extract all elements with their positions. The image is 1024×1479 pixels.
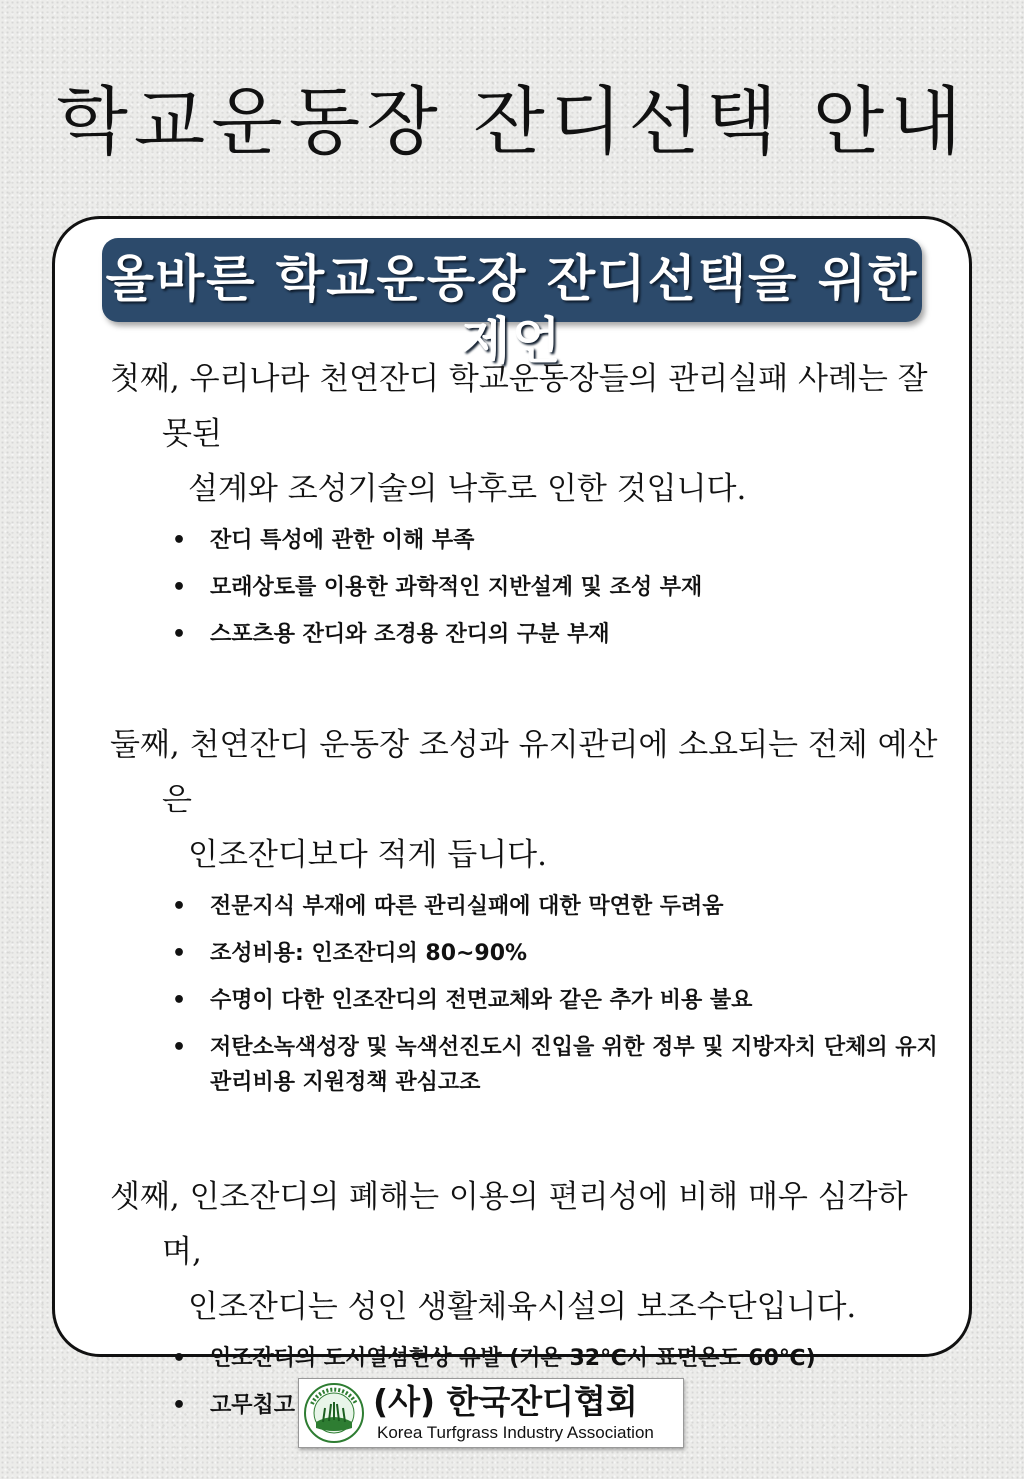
list-item bbox=[110, 1341, 940, 1376]
bullet-icon: • bbox=[172, 1393, 187, 1418]
list-item bbox=[110, 570, 940, 605]
list-item bbox=[110, 523, 940, 558]
list-item bbox=[110, 936, 940, 971]
association-name-english: Korea Turfgrass Industry Association bbox=[377, 1423, 654, 1442]
section-lead: 첫째, 우리나라 천연잔디 학교운동장들의 관리실패 사례는 잘못된 bbox=[110, 361, 928, 452]
bullet-icon: • bbox=[172, 1035, 187, 1060]
section-lead-continued: 인조잔디는 성인 생활체육시설의 보조수단입니다. bbox=[188, 1289, 857, 1325]
section-lead-continued: 인조잔디보다 적게 듭니다. bbox=[188, 837, 547, 873]
list-item-text: 모래상토를 이용한 과학적인 지반설계 및 조성 부재 bbox=[210, 575, 703, 600]
association-logo bbox=[298, 1378, 684, 1448]
list-item-text: 잔디 특성에 관한 이해 부족 bbox=[210, 528, 475, 553]
document-title: 학교운동장 잔디선택 안내 bbox=[56, 79, 968, 165]
list-item bbox=[110, 617, 940, 652]
turfgrass-emblem-icon bbox=[303, 1382, 365, 1444]
bullet-icon: • bbox=[172, 988, 187, 1013]
list-item-text: 저탄소녹색성장 및 녹색선진도시 진입을 위한 정부 및 지방자치 단체의 유지관리비용 지원정책 관심고조 bbox=[210, 1035, 938, 1095]
bullet-icon: • bbox=[172, 622, 187, 647]
list-item-text: 스포츠용 잔디와 조경용 잔디의 구분 부재 bbox=[210, 622, 610, 647]
list-item-text: 전문지식 부재에 따른 관리실패에 대한 막연한 두려움 bbox=[210, 894, 724, 919]
list-item-text: 인조잔디의 도시열섬현상 유발 (기온 32℃시 표면온도 60℃) bbox=[210, 1346, 816, 1371]
bullet-icon: • bbox=[172, 575, 187, 600]
section-lead-continued: 설계와 조성기술의 낙후로 인한 것입니다. bbox=[188, 471, 747, 507]
section-lead: 둘째, 천연잔디 운동장 조성과 유지관리에 소요되는 전체 예산은 bbox=[110, 727, 938, 818]
list-item bbox=[110, 889, 940, 924]
list-item bbox=[110, 983, 940, 1018]
bullet-icon: • bbox=[172, 894, 187, 919]
section-lead: 셋째, 인조잔디의 폐해는 이용의 편리성에 비해 매우 심각하며, bbox=[110, 1179, 908, 1270]
bullet-icon: • bbox=[172, 941, 187, 966]
bullet-list bbox=[110, 523, 940, 652]
section-second bbox=[110, 718, 940, 1112]
banner-heading: 올바른 학교운동장 잔디선택을 위한 제언 bbox=[105, 250, 919, 370]
list-item-text: 수명이 다한 인조잔디의 전면교체와 같은 추가 비용 불요 bbox=[210, 988, 753, 1013]
list-item bbox=[110, 1030, 940, 1100]
list-item-text: 조성비용: 인조잔디의 80~90% bbox=[210, 941, 528, 966]
section-first bbox=[110, 352, 940, 664]
association-name-korean: (사) 한국잔디협회 bbox=[373, 1382, 638, 1421]
bullet-list bbox=[110, 889, 940, 1100]
bullet-icon: • bbox=[172, 1346, 187, 1371]
list-item-text: 고무칩고 bbox=[210, 1393, 296, 1418]
bullet-icon: • bbox=[172, 528, 187, 553]
